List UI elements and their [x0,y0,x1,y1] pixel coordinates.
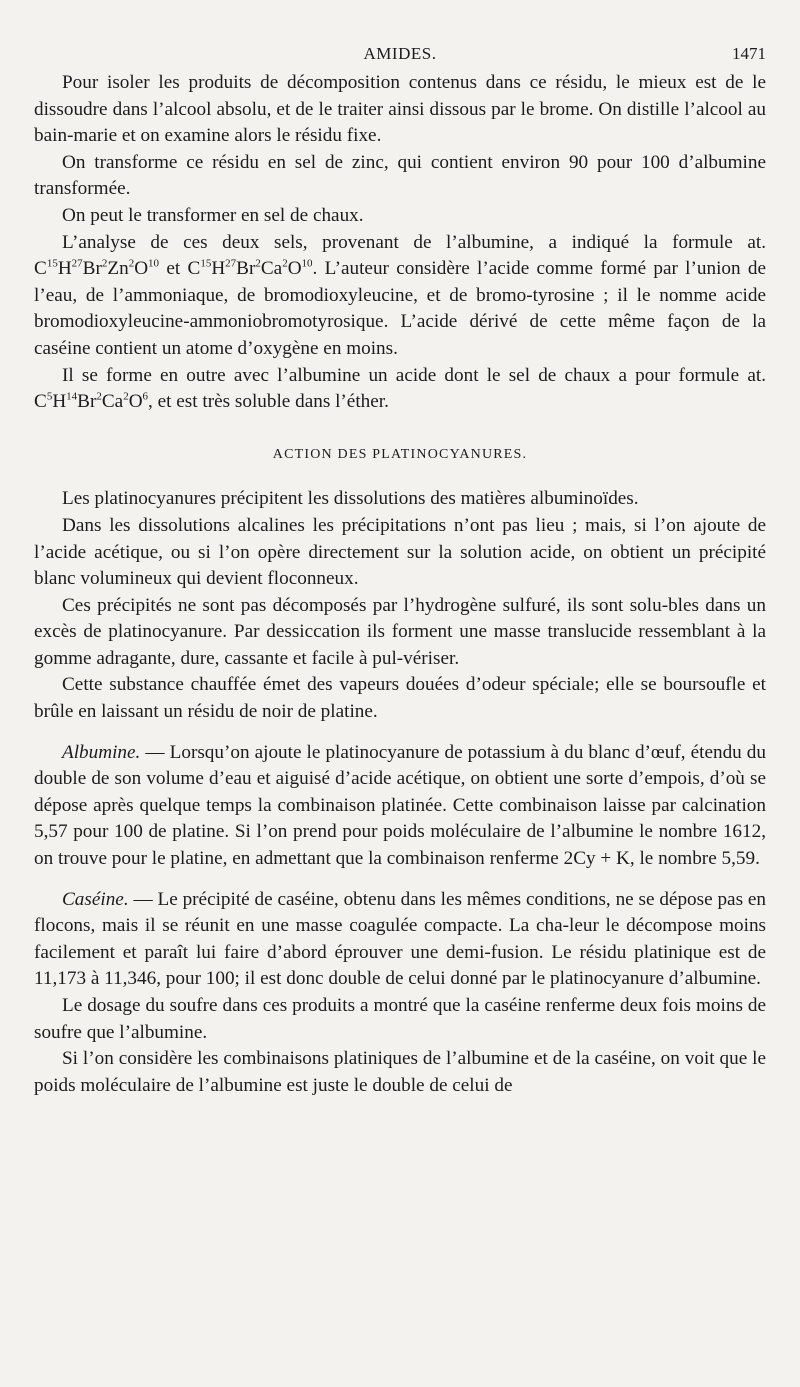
paragraph-caseine [34,887,766,993]
formula-element: H [211,258,226,280]
formula-element: C [187,258,201,280]
paragraph-formula [34,363,766,416]
paragraph: Si l’on considère les combinaisons platiniques de l’albumine et de la caséine, on voit que le poids moléculaire de l’albumine est juste le double de celui de [34,1048,766,1096]
formula-element: Ca [260,258,283,280]
paragraph-formula: L’analyse de ces deux sels, provenant de l’albumine, a indiqué la formule at. $C^{15}H^{27}Br^2Zn^2O^{10}$ et $C^{15}H^{27}Br^2Ca^2O^{10}$. L’auteur considère l’acide comme formé par l’union de l’eau, de l’ammoniaque, de bromodioxyleucine, et de bromo-tyrosine ; il le nomme acide bromodioxyleucine-ammoniobromotyrosique. L’acide dérivé de cette même façon de la caséine contient un atome d’oxygène en moins. [34,231,767,359]
formula-element: O [128,391,143,413]
paragraph: Dans les dissolutions alcalines les précipitations n’ont pas lieu ; mais, si l’on ajoute de l’acide acétique, ou si l’on opère directement sur la solution acide, on obtient un précipité blanc volumineux qui devient floconneux. [34,514,766,590]
paragraph-text: — Lorsqu’on ajoute le platinocyanure de potassium à du blanc d’œuf, étendu du double de son volume d’eau et aiguisé d’acide acétique, on obtient une sorte d’empois, d’où se dépose après quelque temps la combinaison platinée. Cette combinaison laisse par calcination 5,57 pour 100 de platine. Si l’on prend pour poids moléculaire de l’albumine le nombre 1612, on trouve pour le platine, en admettant que la combinaison renferme 2Cy + K, le nombre 5,59. [34,741,766,870]
italic-term-albumine: Albumine. [62,741,141,763]
formula-count: 15 [200,257,212,270]
formula-count: 27 [71,257,83,270]
formula-element: O [134,258,149,280]
formula-element: H [57,258,72,280]
paragraph-text: L’auteur considère l’acide comme formé par l’union de l’eau, de l’ammoniaque, de bromodioxyleucine, et de bromo-tyrosine ; il le nomme acide bromodioxyleucine-ammoniobromotyrosique. L’acide dérivé de cette même façon de la caséine contient un atome d’oxygène en moins. [34,258,767,359]
formula-count: 27 [225,257,237,270]
paragraph: Le dosage du soufre dans ces produits a montré que la caséine renferme deux fois moins de soufre que l’albumine. [34,995,766,1043]
formula-count: 15 [46,257,58,270]
formula-element: Br [82,258,102,280]
formula-lime-salt [188,258,313,279]
formula-count: 6 [142,390,149,403]
paragraph: On transforme ce résidu en sel de zinc, qui contient environ 90 pour 100 d’albumine transformée. [34,151,766,200]
formula-element: C [34,391,47,413]
section-heading: ACTION DES PLATINOCYANURES. [272,446,528,462]
formula-element: H [52,391,67,413]
paragraph: Pour isoler les produits de décomposition contenus dans ce résidu, le mieux est de le dissoudre dans l’alcool absolu, et de le traiter ainsi dissous par le brome. On distille l’alcool au bain-marie et on examine alors le résidu fixe. [34,72,766,147]
formula-zinc-salt [34,258,159,279]
paragraph-text: Il se forme en outre avec l’albumine un acide dont le sel de chaux a pour formule at. [62,364,766,386]
formula-count: 2 [123,390,129,403]
paragraph: Cette substance chauffée émet des vapeurs douées d’odeur spéciale; elle se boursoufle et brûle en laissant un résidu de noir de platine. [34,674,766,723]
formula-count: 2 [255,257,261,270]
paragraph-text: , et est très soluble dans l’éther. [148,391,389,413]
running-title: AMIDES. [363,44,437,63]
formula-count: 2 [128,257,135,270]
page-body [34,70,766,1099]
formula-element: C [34,258,47,280]
formula-element: Zn [107,258,129,280]
paragraph: On peut le transformer en sel de chaux. [62,204,364,226]
paragraph-albumine [34,740,766,873]
running-head [34,44,766,68]
italic-term-caseine: Caséine. [62,888,129,910]
formula-element: Br [236,258,256,280]
formula-count: 5 [46,390,53,403]
paragraph-text: — Le précipité de caséine, obtenu dans les mêmes conditions, ne se dépose pas en flocons, mais il se réunit en une masse coagulée compacte. La cha-leur le décompose moins facilement et paraît lui faire d’abord éprouver une demi-fusion. Le résidu platinique est de 11,173 à 11,346, pour 100; il est donc double de celui donné par le platinocyanure d’albumine. [34,888,766,990]
formula-element: Ca [101,391,124,413]
paragraph: Les platinocyanures précipitent les dissolutions des matières albuminoïdes. [62,488,639,510]
formula-count: 10 [148,257,160,270]
formula-count: 14 [66,390,78,403]
formula-element: O [287,258,302,280]
formula-count: 2 [101,257,108,270]
paragraph: Ces précipités ne sont pas décomposés par l’hydrogène sulfuré, ils sont solu-bles dans un excès de platinocyanure. Par dessiccation ils forment une masse translucide ressemblant à la gomme adragante, dure, cassante et facile à pul-vériser. [34,594,766,669]
paragraph-text: L’analyse de ces deux sels, provenant de l’albumine, a indiqué la formule at. [62,231,766,253]
formula-element: Br [77,391,97,413]
formula-count: 10 [301,257,313,270]
formula-conjunction: et [166,258,181,280]
formula-ether-soluble-salt [34,391,148,412]
page-number: 1471 [732,44,766,63]
formula-count: 2 [282,257,288,270]
formula-count: 2 [96,390,102,403]
